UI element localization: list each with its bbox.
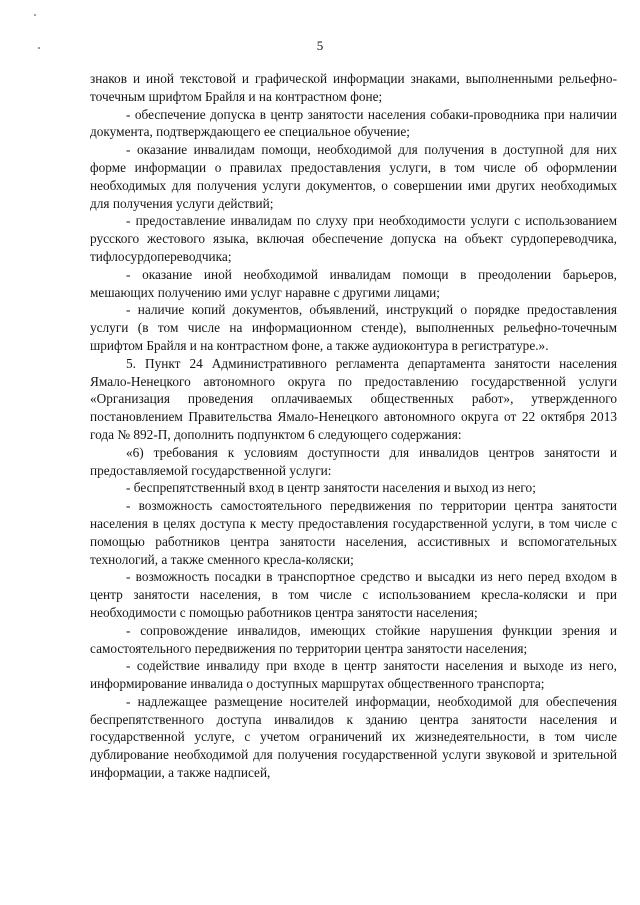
paragraph-information-assistance: - оказание инвалидам помощи, необходимой для получения в доступной для них форме информации о правилах предоставления услуги, в том числе об оформлении необходимых для получения услуги документов, о совершении ими других необходимых для получения услуги действий; (90, 142, 617, 211)
paragraph-subitem-6: «6) требования к условиям доступности для инвалидов центров занятости и предоставляемой государственной услуги: (90, 444, 617, 478)
paragraph-continuation: знаков и иной текстовой и графической информации знаками, выполненными рельефно-точечным шрифтом Брайля и на контрастном фоне; (90, 71, 617, 104)
paragraph-information-placement: - надлежащее размещение носителей информации, необходимой для обеспечения беспрепятственного доступа инвалидов к зданию центра занятости населения и государственной услуге, с учетом ограничений их жизнедеятельности, в том числе дублирование необходимой для получения государственной услуги звуковой и зрительной информации, а также надписей, (90, 693, 617, 781)
paragraph-other-assistance: - оказание иной необходимой инвалидам помощи в преодолении барьеров, мешающих получению ими услуг наравне с другими лицами; (90, 266, 617, 300)
paragraph-escort: - сопровождение инвалидов, имеющих стойкие нарушения функции зрения и самостоятельного передвижения по территории центра занятости населения; (90, 622, 617, 656)
scan-speck (34, 14, 36, 16)
paragraph-braille-copies: - наличие копий документов, объявлений, инструкций о порядке предоставления услуги (в том числе на информационном стенде), выполненных рельефно-точечным шрифтом Брайля и на контрастном фоне, а также аудиоконтура в регистратуре.». (90, 302, 617, 353)
paragraph-sign-language: - предоставление инвалидам по слуху при необходимости услуги с использованием русского жестового языка, включая обеспечение допуска на объект сурдопереводчика, тифлосурдопереводчика; (90, 213, 617, 264)
paragraph-free-entry: - беспрепятственный вход в центр занятости населения и выход из него; (126, 480, 536, 496)
paragraph-guide-dog-access: - обеспечение допуска в центр занятости населения собаки-проводника при наличии документа, подтверждающего ее специальное обучение; (90, 106, 617, 140)
paragraph-independent-movement: - возможность самостоятельного передвижения по территории центра занятости населения в целях доступа к месту предоставления государственной услуги, в том числе с помощью работников центра занятости населения, ассистивных и вспомогательных технологий, а также сменного кресла-коляски; (90, 498, 617, 567)
paragraph-entry-assistance: - содействие инвалиду при входе в центр занятости населения и выходе из него, информирование инвалида о доступных маршрутах общественного транспорта; (90, 658, 617, 692)
body-text (90, 70, 617, 782)
paragraph-item-5: 5. Пункт 24 Административного регламента департамента занятости населения Ямало-Ненецкого автономного округа по предоставлению государственной услуги «Организация проведения оплачиваемых общественных работ», утвержденного постановлением Правительства Ямало-Ненецкого автономного округа от 22 октября 2013 года № 892-П, дополнить подпунктом 6 следующего содержания: (90, 355, 617, 442)
paragraph-transport-boarding: - возможность посадки в транспортное средство и высадки из него перед входом в центр занятости населения, в том числе с использованием кресла-коляски и при необходимости с помощью работников центра занятости населения; (90, 569, 617, 620)
page-number: 5 (316, 38, 324, 53)
